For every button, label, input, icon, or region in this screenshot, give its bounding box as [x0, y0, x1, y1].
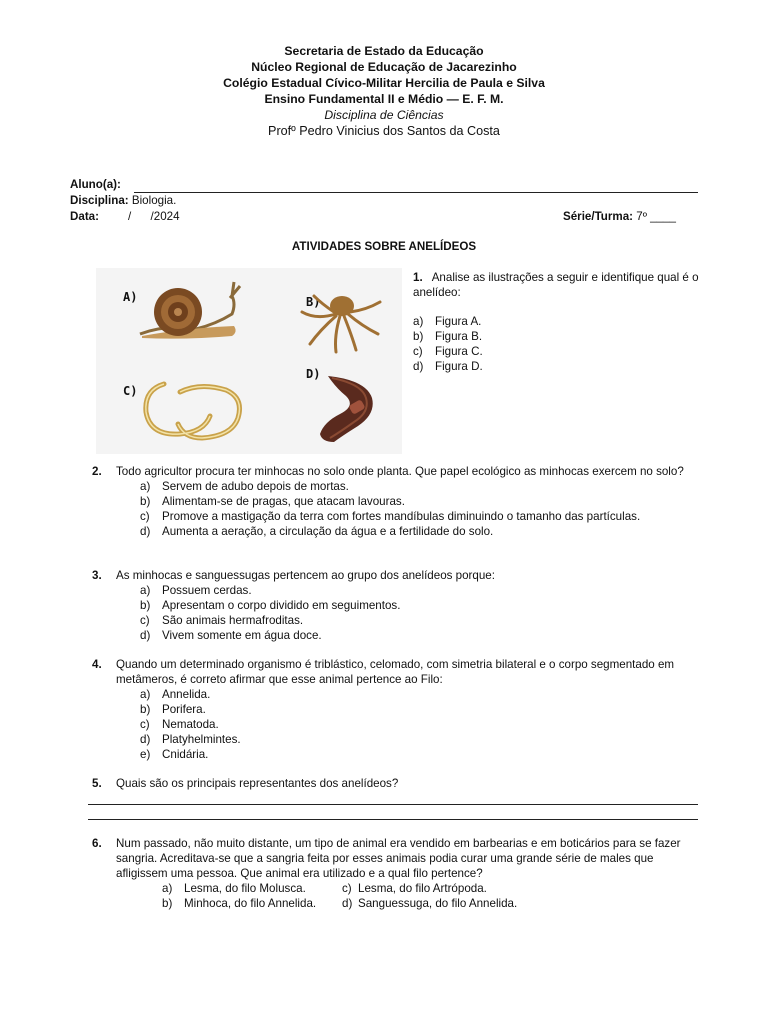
option-item[interactable]: c) Nematoda.: [140, 718, 219, 731]
student-name-line[interactable]: [134, 192, 698, 193]
octopus-image: [296, 290, 386, 356]
question-6-text: Num passado, não muito distante, um tipo de animal era vendido em barbearias e em boticários para se fazer sangria. Acreditava-se que a sangria feita por esses animais podia curar uma grande série de males que afligissem uma pessoa. Que animal era utilizado e a qual filo pertence?: [116, 837, 681, 880]
earthworm-image: [306, 368, 382, 446]
answer-line[interactable]: [88, 804, 698, 805]
option-item[interactable]: b) Apresentam o corpo dividido em seguimentos.: [140, 599, 401, 612]
option-item[interactable]: c) Figura C.: [413, 345, 483, 358]
question-4-number: 4.: [92, 658, 102, 671]
figure-label-a: A): [123, 290, 138, 304]
option-item[interactable]: c) Promove a mastigação da terra com fortes mandíbulas diminuindo o tamanho das partículas.: [140, 510, 641, 523]
question-6-options: [162, 881, 700, 911]
subject-label: Disciplina:: [70, 194, 129, 207]
question-6-number: 6.: [92, 837, 102, 850]
class-value: 7º ____: [636, 210, 676, 223]
option-item[interactable]: b) Figura B.: [413, 330, 483, 343]
figure-label-b: B): [306, 295, 321, 309]
question-2-options: [140, 479, 700, 539]
header-secretaria: Secretaria de Estado da Educação: [284, 44, 484, 58]
question-2: [92, 464, 700, 539]
option-item[interactable]: d) Sanguessuga, do filo Annelida.: [342, 897, 518, 910]
date-label: Data:: [70, 210, 99, 223]
option-item[interactable]: b) Porifera.: [140, 703, 206, 716]
subject-value: Biologia.: [131, 194, 177, 207]
header-ensino: Ensino Fundamental II e Médio — E. F. M.: [264, 92, 504, 106]
question-3-number: 3.: [92, 569, 102, 582]
question-3-options: [140, 583, 700, 643]
question-2-text: Todo agricultor procura ter minhocas no solo onde planta. Que papel ecológico as minhocas exercem no solo?: [116, 465, 684, 478]
option-item[interactable]: d) Platyhelmintes.: [140, 733, 241, 746]
question-1-options: [413, 314, 703, 374]
coiled-worm-image: [140, 376, 248, 444]
question-4-text: Quando um determinado organismo é triblástico, celomado, com simetria bilateral e o corpo segmentado em metâmeros, é correto afirmar que esse animal pertence ao Filo:: [116, 658, 675, 686]
question-3: [92, 568, 700, 643]
option-item[interactable]: a) Figura A.: [413, 315, 482, 328]
option-item[interactable]: a) Servem de adubo depois de mortas.: [140, 480, 349, 493]
subject-row: [70, 194, 176, 207]
activity-title: ATIVIDADES SOBRE ANELÍDEOS: [291, 240, 477, 253]
figure-label-c: C): [123, 384, 138, 398]
question-3-text: As minhocas e sanguessugas pertencem ao grupo dos anelídeos porque:: [116, 569, 495, 582]
animals-figure: [96, 268, 402, 454]
option-item[interactable]: d) Vivem somente em água doce.: [140, 629, 322, 642]
option-item[interactable]: e) Cnidária.: [140, 748, 209, 761]
answer-line[interactable]: [88, 819, 698, 820]
option-item[interactable]: b) Minhoca, do filo Annelida.: [162, 897, 317, 910]
option-item[interactable]: a) Lesma, do filo Molusca.: [162, 882, 306, 895]
header-disciplina: Disciplina de Ciências: [324, 108, 444, 122]
date-value: / /2024: [128, 210, 180, 223]
question-6: [92, 836, 700, 911]
document-header: [0, 43, 768, 139]
student-label: Aluno(a):: [70, 178, 121, 191]
option-item[interactable]: a) Possuem cerdas.: [140, 584, 252, 597]
option-item[interactable]: c) Lesma, do filo Artrópoda.: [342, 882, 487, 895]
figure-label-d: D): [306, 367, 321, 381]
question-5-number: 5.: [92, 777, 102, 790]
question-4: [92, 657, 700, 762]
question-1: [413, 270, 703, 374]
question-1-number: 1.: [413, 271, 423, 284]
question-5: [92, 776, 700, 791]
header-teacher: Profº Pedro Vinicius dos Santos da Costa: [268, 124, 500, 138]
option-item[interactable]: b) Alimentam-se de pragas, que atacam lavouras.: [140, 495, 405, 508]
option-item[interactable]: d) Figura D.: [413, 360, 483, 373]
snail-image: [136, 274, 246, 342]
option-item[interactable]: c) São animais hermafroditas.: [140, 614, 304, 627]
header-nucleo: Núcleo Regional de Educação de Jacarezinho: [251, 60, 517, 74]
option-item[interactable]: d) Aumenta a aeração, a circulação da água e a fertilidade do solo.: [140, 525, 494, 538]
class-label: Série/Turma:: [563, 210, 634, 223]
question-1-text: Analise as ilustrações a seguir e identifique qual é o anelídeo:: [413, 271, 699, 299]
question-4-options: [140, 687, 700, 762]
question-5-text: Quais são os principais representantes dos anelídeos?: [116, 777, 399, 790]
option-item[interactable]: a) Annelida.: [140, 688, 211, 701]
class-row: [563, 210, 676, 223]
question-2-number: 2.: [92, 465, 102, 478]
header-colegio: Colégio Estadual Cívico-Militar Hercilia de Paula e Silva: [223, 76, 545, 90]
